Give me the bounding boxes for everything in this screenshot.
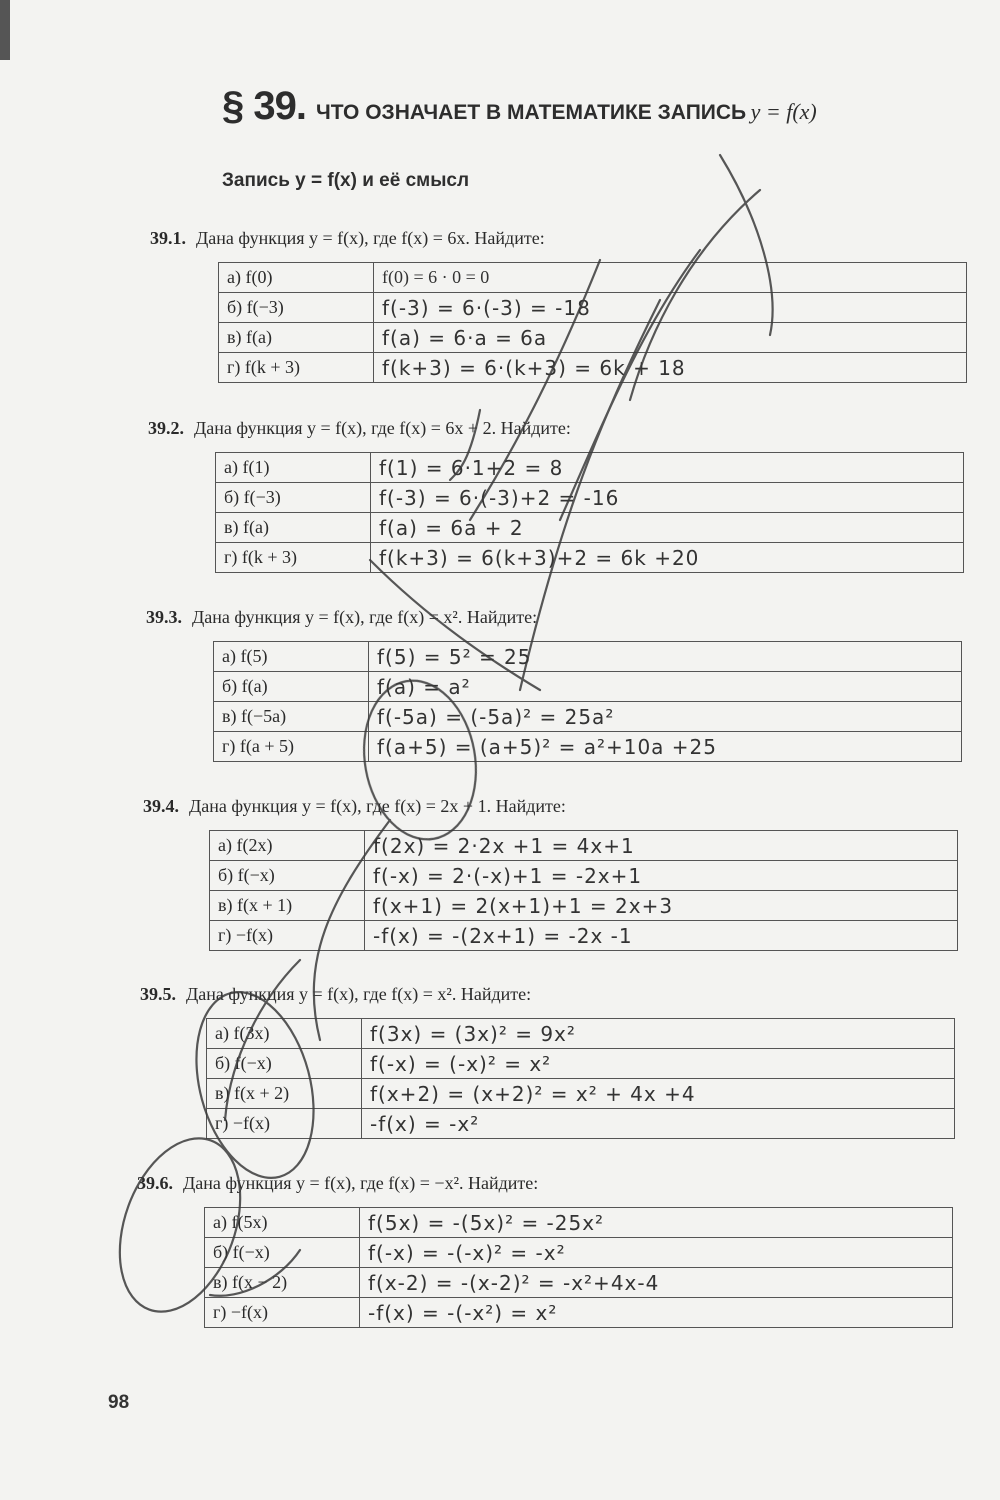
table-row [207, 1019, 955, 1049]
table-row [207, 1109, 955, 1139]
question-cell: г) f(k + 3) [216, 543, 371, 573]
exercise-39-2 [148, 418, 964, 573]
exercise-number: 39.3. [146, 607, 182, 627]
exercise-39-4 [143, 796, 958, 951]
table-row [205, 1238, 953, 1268]
exercise-number: 39.2. [148, 418, 184, 438]
answer-cell: f(1) = 6·1+2 = 8 [371, 453, 964, 483]
table-row [219, 353, 967, 383]
table-row [219, 323, 967, 353]
table-row [216, 483, 964, 513]
answer-table [206, 1018, 955, 1139]
question-cell: г) f(a + 5) [214, 732, 369, 762]
answer-table [218, 262, 967, 383]
table-row [219, 293, 967, 323]
exercise-prompt: Дана функция y = f(x), где f(x) = 6x + 2. Найдите: [194, 418, 571, 438]
answer-cell: f(k+3) = 6(k+3)+2 = 6k +20 [371, 543, 964, 573]
table-row [216, 543, 964, 573]
answer-cell: f(-3) = 6·(-3) = -18 [374, 293, 967, 323]
question-cell: а) f(1) [216, 453, 371, 483]
table-row [216, 513, 964, 543]
section-title-text: ЧТО ОЗНАЧАЕТ В МАТЕМАТИКЕ ЗАПИСЬ [315, 101, 747, 124]
answer-cell: -f(x) = -(-x²) = x² [360, 1298, 953, 1328]
question-cell: г) −f(x) [207, 1109, 362, 1139]
section-number: § 39. [222, 84, 306, 128]
question-cell: г) −f(x) [210, 921, 365, 951]
answer-cell: f(x+1) = 2(x+1)+1 = 2x+3 [365, 891, 958, 921]
question-cell: б) f(−x) [207, 1049, 362, 1079]
exercise-39-6 [137, 1173, 953, 1328]
question-cell: б) f(−3) [216, 483, 371, 513]
answer-cell: -f(x) = -x² [362, 1109, 955, 1139]
question-cell: в) f(x − 2) [205, 1268, 360, 1298]
answer-cell: f(0) = 6 · 0 = 0 [374, 263, 967, 293]
table-row [219, 263, 967, 293]
exercise-prompt: Дана функция y = f(x), где f(x) = −x². Найдите: [183, 1173, 539, 1193]
answer-cell: f(-3) = 6·(-3)+2 = -16 [371, 483, 964, 513]
question-cell: а) f(2x) [210, 831, 365, 861]
table-row [214, 642, 962, 672]
exercise-number: 39.1. [150, 228, 186, 248]
table-row [210, 831, 958, 861]
answer-table [204, 1207, 953, 1328]
table-row [205, 1208, 953, 1238]
question-cell: г) −f(x) [205, 1298, 360, 1328]
exercise-number: 39.6. [137, 1173, 173, 1193]
answer-cell: f(a+5) = (a+5)² = a²+10a +25 [369, 732, 962, 762]
question-cell: б) f(−x) [205, 1238, 360, 1268]
table-row [210, 861, 958, 891]
answer-cell: f(3x) = (3x)² = 9x² [362, 1019, 955, 1049]
exercise-39-1 [150, 228, 967, 383]
answer-cell: f(-x) = -(-x)² = -x² [360, 1238, 953, 1268]
table-row [205, 1298, 953, 1328]
question-cell: г) f(k + 3) [219, 353, 374, 383]
question-cell: б) f(a) [214, 672, 369, 702]
exercise-prompt: Дана функция y = f(x), где f(x) = x². Найдите: [186, 984, 532, 1004]
question-cell: в) f(a) [216, 513, 371, 543]
exercise-prompt: Дана функция y = f(x), где f(x) = x². Найдите: [192, 607, 538, 627]
exercise-header [140, 984, 955, 1014]
question-cell: а) f(5x) [205, 1208, 360, 1238]
subsection-title: Запись y = f(x) и её смысл [222, 170, 470, 191]
answer-table [215, 452, 964, 573]
page-number: 98 [108, 1392, 130, 1413]
table-row [210, 891, 958, 921]
exercise-header [148, 418, 964, 448]
question-cell: а) f(0) [219, 263, 374, 293]
section-title [222, 84, 982, 129]
exercise-header [143, 796, 958, 826]
page-edge-mark [0, 0, 10, 60]
table-row [214, 702, 962, 732]
question-cell: в) f(−5a) [214, 702, 369, 732]
table-row [214, 732, 962, 762]
answer-table [209, 830, 958, 951]
exercise-39-3 [146, 607, 962, 762]
question-cell: в) f(x + 1) [210, 891, 365, 921]
table-row [210, 921, 958, 951]
question-cell: б) f(−3) [219, 293, 374, 323]
answer-cell: f(5) = 5² = 25 [369, 642, 962, 672]
answer-cell: f(2x) = 2·2x +1 = 4x+1 [365, 831, 958, 861]
question-cell: в) f(a) [219, 323, 374, 353]
table-row [207, 1079, 955, 1109]
answer-cell: f(k+3) = 6·(k+3) = 6k + 18 [374, 353, 967, 383]
exercise-39-5 [140, 984, 955, 1139]
answer-cell: -f(x) = -(2x+1) = -2x -1 [365, 921, 958, 951]
exercise-number: 39.4. [143, 796, 179, 816]
answer-table [213, 641, 962, 762]
exercise-header [146, 607, 962, 637]
exercise-prompt: Дана функция y = f(x), где f(x) = 2x + 1. Найдите: [189, 796, 566, 816]
answer-cell: f(x-2) = -(x-2)² = -x²+4x-4 [360, 1268, 953, 1298]
question-cell: а) f(5) [214, 642, 369, 672]
table-row [207, 1049, 955, 1079]
table-row [214, 672, 962, 702]
exercise-number: 39.5. [140, 984, 176, 1004]
exercise-prompt: Дана функция y = f(x), где f(x) = 6x. Найдите: [196, 228, 545, 248]
question-cell: б) f(−x) [210, 861, 365, 891]
answer-cell: f(x+2) = (x+2)² = x² + 4x +4 [362, 1079, 955, 1109]
answer-cell: f(-x) = (-x)² = x² [362, 1049, 955, 1079]
answer-cell: f(a) = 6a + 2 [371, 513, 964, 543]
exercise-header [137, 1173, 953, 1203]
question-cell: а) f(3x) [207, 1019, 362, 1049]
answer-cell: f(a) = 6·a = 6a [374, 323, 967, 353]
answer-cell: f(a) = a² [369, 672, 962, 702]
table-row [216, 453, 964, 483]
section-formula: y = f(x) [750, 99, 817, 124]
table-row [205, 1268, 953, 1298]
answer-cell: f(-x) = 2·(-x)+1 = -2x+1 [365, 861, 958, 891]
question-cell: в) f(x + 2) [207, 1079, 362, 1109]
answer-cell: f(-5a) = (-5a)² = 25a² [369, 702, 962, 732]
exercise-header [150, 228, 967, 258]
answer-cell: f(5x) = -(5x)² = -25x² [360, 1208, 953, 1238]
